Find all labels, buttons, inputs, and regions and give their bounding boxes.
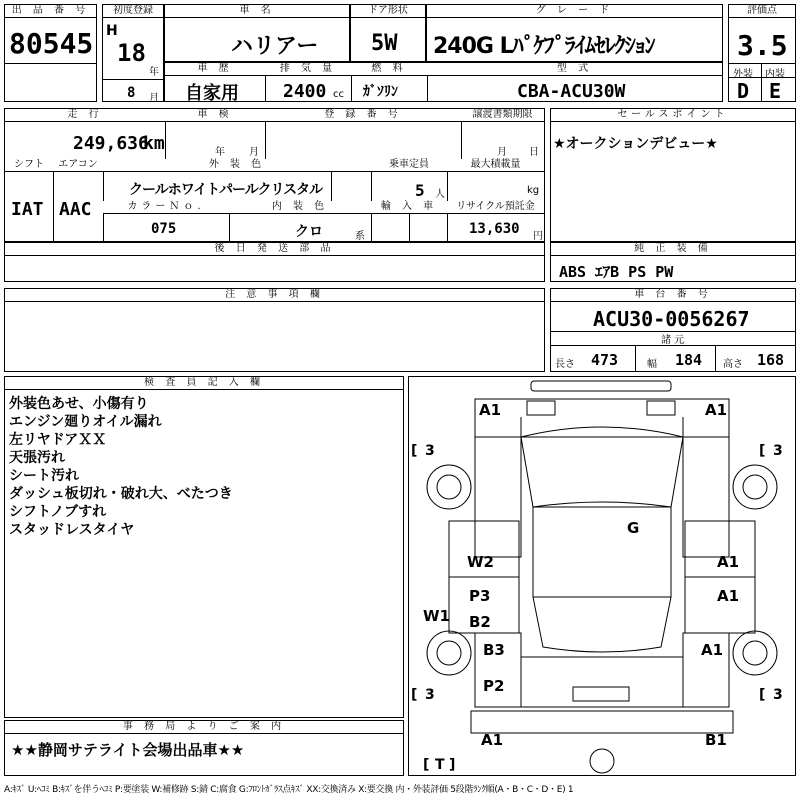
era: H <box>106 23 118 39</box>
svg-text:[: [ <box>759 443 766 459</box>
grade: 240G Lﾊﾟｹﾌﾟﾗｲﾑｾﾚｸｼｮﾝ <box>433 34 655 59</box>
score-box <box>728 4 796 102</box>
interior-label: 内装 <box>765 69 785 80</box>
equipment-text: ABS ｴｱB PS PW <box>559 263 674 281</box>
mark-front-left: A1 <box>479 401 502 419</box>
rear-window-shape <box>533 597 671 652</box>
ac: AAC <box>59 199 92 220</box>
spare-tire <box>590 749 614 773</box>
width-label: 幅 <box>647 359 657 370</box>
mark-right-rear-wheel: A1 <box>701 641 724 659</box>
mark-rear-bumper-left: A1 <box>481 731 504 749</box>
damage-diagram <box>408 376 796 776</box>
model: CBA-ACU30W <box>517 81 626 102</box>
load-unit: kg <box>527 185 540 196</box>
first-registration-box <box>102 4 164 102</box>
displacement-label: 排 気 量 <box>265 63 351 76</box>
inspector-line: 天張汚れ <box>9 450 65 466</box>
transfer-label: 譲渡書類期限 <box>461 109 544 122</box>
fuel-label: 燃 料 <box>351 63 427 76</box>
displacement: 2400 <box>283 81 327 102</box>
mileage-label: 走 行 <box>5 109 165 122</box>
inspection-month: 月 <box>249 147 259 158</box>
door-label: ドア形状 <box>351 5 425 18</box>
office-label: 事 務 局 よ り ご 案 内 <box>5 721 403 734</box>
color: クールホワイトパールクリスタル <box>129 182 323 198</box>
office-box <box>4 720 404 776</box>
sales-point-label: セールスポイント <box>551 109 795 122</box>
inspector-label: 検 査 員 記 入 欄 <box>5 377 403 390</box>
inspector-line: スタッドレスタイヤ <box>9 522 135 538</box>
year-unit: 年 <box>149 67 159 78</box>
equipment-label: 純 正 装 備 <box>551 243 795 256</box>
load-label: 最大積載量 <box>447 159 544 172</box>
chassis-label: 車 台 番 号 <box>551 289 795 302</box>
inspector-line: エンジン廻りオイル漏れ <box>9 414 162 430</box>
wheel-rear-left <box>427 631 471 675</box>
capacity-unit: 人 <box>435 189 445 200</box>
mark-right-front-door: A1 <box>717 553 740 571</box>
interior-color-label: 内 装 色 <box>229 201 371 214</box>
mark-left-rear-quarter: B2 <box>469 613 491 631</box>
svg-text:[: [ <box>759 687 766 703</box>
inspector-line: 外装色あせ、小傷有り <box>9 396 149 412</box>
fuel: ｶﾞｿﾘﾝ <box>363 84 398 100</box>
transfer-day: 日 <box>529 147 539 158</box>
inspector-line: シート汚れ <box>9 468 79 484</box>
shift-label: シフト <box>5 159 53 172</box>
rear-right-door <box>685 577 755 633</box>
chassis-number: ACU30-0056267 <box>593 307 750 331</box>
mark-left-front-door: W2 <box>467 553 494 571</box>
height-label: 高さ <box>723 359 743 370</box>
mark-left-rear-door: P3 <box>469 587 491 605</box>
wheel-rear-right <box>733 631 777 675</box>
front-light-right <box>647 401 675 415</box>
width: 184 <box>675 351 703 369</box>
notes-box <box>4 288 545 372</box>
model-label: 型 式 <box>427 63 722 76</box>
recycle-label: リサイクル預託金 <box>447 201 544 214</box>
inspector-line: 左リヤドアＸＸ <box>9 432 107 448</box>
mark-left-rear-wheel: B3 <box>483 641 505 659</box>
roof-shape <box>533 507 671 597</box>
registration-label: 登 録 番 号 <box>265 109 461 122</box>
car-diagram-svg <box>409 377 795 775</box>
front-left-fender <box>475 437 521 557</box>
windshield-shape <box>521 427 683 507</box>
shift: IAT <box>11 199 44 220</box>
interior-color: クロ <box>295 224 323 240</box>
reg-year: 18 <box>117 39 146 67</box>
hood-shape <box>475 399 729 437</box>
front-right-fender <box>683 437 729 557</box>
sales-point-box <box>550 108 796 242</box>
chassis-box <box>550 288 796 372</box>
svg-text:[: [ <box>423 757 430 773</box>
color-no: 075 <box>151 221 177 237</box>
lot-label: 出 品 番 号 <box>5 5 96 18</box>
door-type: 5W <box>371 31 398 56</box>
rear-bumper-shape <box>471 711 733 733</box>
spec-label: 諸 元 <box>661 335 685 346</box>
ac-label: エアコン <box>53 159 103 172</box>
spec-row <box>164 62 723 102</box>
svg-text:]: ] <box>449 757 456 773</box>
trunk-plate <box>573 687 629 701</box>
svg-text:[: [ <box>411 443 418 459</box>
wheel-front-right <box>733 465 777 509</box>
length-label: 長さ <box>555 359 575 370</box>
capacity: 5 <box>415 181 425 200</box>
lot-box <box>4 4 97 102</box>
exterior-label: 外装 <box>733 69 753 80</box>
grade-label: グ レ ー ド <box>427 5 722 18</box>
recycle: 13,630 <box>469 221 520 237</box>
lot-number: 80545 <box>9 27 94 60</box>
mark-front-right: A1 <box>705 401 728 419</box>
mark-rear-bumper-right: B1 <box>705 731 727 749</box>
mileage-block <box>4 108 545 242</box>
car-name-box <box>164 4 350 62</box>
bracket-rear-left: 3 <box>425 687 435 703</box>
front-bumper-shape <box>531 381 671 391</box>
displacement-unit: cc <box>333 89 344 100</box>
later-parts-box <box>4 242 545 282</box>
mileage-unit: km <box>143 133 165 154</box>
recycle-unit: 円 <box>533 231 543 242</box>
wheel-front-left <box>427 465 471 509</box>
notes-label: 注 意 事 項 欄 <box>5 289 544 302</box>
import-label: 輸 入 車 <box>371 201 447 214</box>
color-label: 外 装 色 <box>103 159 371 172</box>
color-no-label: カラーＮｏ. <box>103 201 229 214</box>
interior-grade: E <box>769 79 782 103</box>
first-reg-label: 初度登録 <box>103 5 163 18</box>
inspector-box <box>4 376 404 718</box>
svg-text:[: [ <box>411 687 418 703</box>
office-text: ★★静岡サテライト会場出品車★★ <box>11 741 245 759</box>
length: 473 <box>591 351 619 369</box>
bracket-front-right: 3 <box>773 443 783 459</box>
trunk-shape <box>521 657 683 707</box>
exterior-grade: D <box>737 79 750 103</box>
bracket-trunk: T <box>435 757 445 773</box>
sales-point-text: ★オークションデビュー★ <box>553 136 718 152</box>
inspector-line: シフトノブすれ <box>9 504 107 520</box>
history: 自家用 <box>185 83 239 104</box>
mark-windshield: G <box>627 519 640 537</box>
bracket-front-left: 3 <box>425 443 435 459</box>
equipment-box <box>550 242 796 282</box>
later-parts-label: 後 日 発 送 部 品 <box>5 243 544 256</box>
transfer-month: 月 <box>497 147 507 158</box>
history-label: 車 歴 <box>165 63 265 76</box>
height: 168 <box>757 351 785 369</box>
legend-text: A:ｷｽﾞ U:ﾍｺﾐ B:ｷｽﾞを伴うﾍｺﾐ P:要塗装 W:補修跡 S:錆 C:腐食 G:ﾌﾛﾝﾄｶﾞﾗｽ点ｷｽﾞ XX:交換済み X:要交換 内・外装評価 5段階ﾗﾝｸ順(A・B・C・D・E) 1 <box>4 785 574 795</box>
month-unit: 月 <box>149 93 159 104</box>
inspection-year: 年 <box>215 147 225 158</box>
capacity-label: 乗車定員 <box>371 159 447 172</box>
score-label: 評価点 <box>729 5 795 18</box>
score: 3.5 <box>737 29 788 62</box>
mark-right-rear-door: A1 <box>717 587 740 605</box>
interior-color-unit: 系 <box>355 231 365 242</box>
reg-month: 8 <box>127 85 136 101</box>
inspection-label: 車 検 <box>165 109 265 122</box>
mark-left-side: W1 <box>423 607 450 625</box>
bracket-rear-right: 3 <box>773 687 783 703</box>
inspector-line: ダッシュ板切れ・破れ大、べたつき <box>9 486 233 502</box>
mileage: 249,636 <box>73 133 149 154</box>
mark-rear-left: P2 <box>483 677 505 695</box>
car-name-label: 車 名 <box>165 5 349 18</box>
car-name: ハリアー <box>231 34 319 59</box>
front-light-left <box>527 401 555 415</box>
grade-box <box>426 4 723 62</box>
door-box <box>350 4 426 62</box>
